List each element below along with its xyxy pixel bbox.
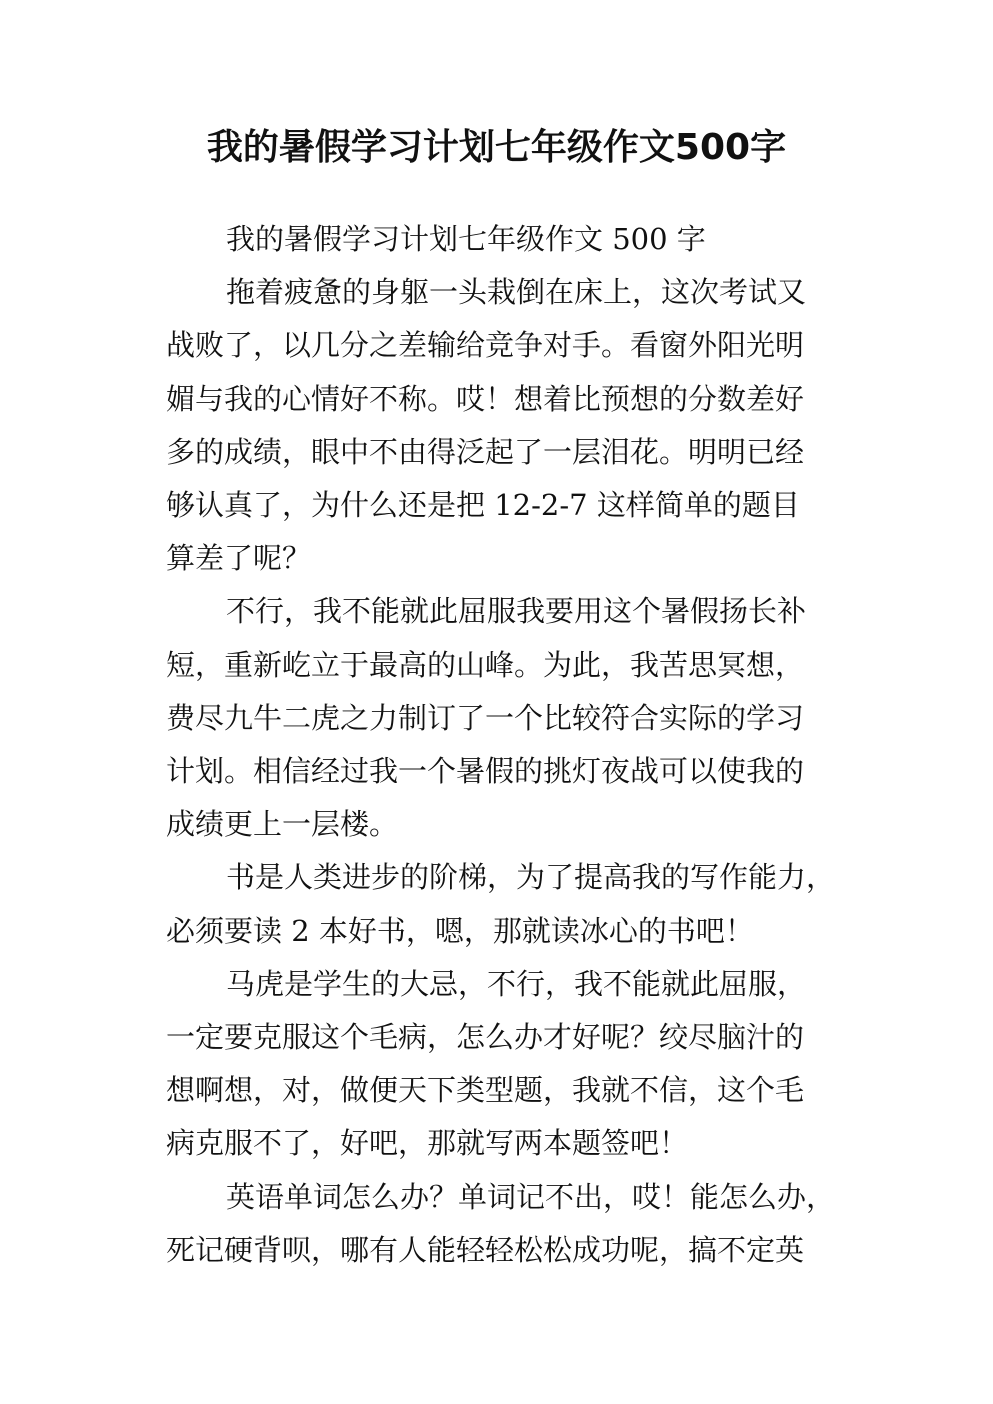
text-line: 不行，我不能就此屈服我要用这个暑假扬长补 [226,594,807,629]
text-line: 计划。相信经过我一个暑假的挑灯夜战可以使我的 [166,754,805,789]
text-line: 媚与我的心情好不称。哎！想着比预想的分数差好 [166,381,805,416]
paragraph [166,585,838,851]
text-line: 英语单词怎么办？单词记不出，哎！能怎么办， [226,1179,836,1214]
paragraph [166,1171,838,1277]
text-line: 想啊想，对，做便天下类型题，我就不信，这个毛 [166,1073,805,1108]
text-line: 马虎是学生的大忌，不行，我不能就此屈服， [226,966,807,1001]
document-body [166,213,838,1277]
text-line: 病克服不了，好吧，那就写两本题签吧！ [166,1126,689,1161]
subtitle-line: 我的暑假学习计划七年级作文 500 字 [226,222,706,256]
text-line: 短，重新屹立于最高的山峰。为此，我苦思冥想， [166,647,805,682]
text-line: 战败了，以几分之差输给竞争对手。看窗外阳光明 [166,328,805,363]
text-line: 一定要克服这个毛病，怎么办才好呢？绞尽脑汁的 [166,1020,805,1055]
text-line: 书是人类进步的阶梯，为了提高我的写作能力， [226,860,836,895]
text-line: 必须要读 2 本好书，嗯，那就读冰心的书吧！ [166,913,754,948]
text-line: 够认真了，为什么还是把 12-2-7 这样简单的题目 [166,488,800,523]
text-line: 成绩更上一层楼。 [166,807,399,842]
text-line: 费尽九牛二虎之力制订了一个比较符合实际的学习 [166,700,805,735]
paragraph [166,851,838,957]
text-line: 拖着疲惫的身躯一头栽倒在床上，这次考试又 [226,275,807,310]
text-line: 死记硬背呗，哪有人能轻轻松松成功呢，搞不定英 [166,1232,805,1267]
paragraph [166,266,838,585]
text-line: 算差了呢？ [166,541,312,576]
document-title: 我的暑假学习计划七年级作文500字 [206,127,787,168]
text-line: 多的成绩，眼中不由得泛起了一层泪花。明明已经 [166,434,805,469]
paragraph [166,958,838,1171]
